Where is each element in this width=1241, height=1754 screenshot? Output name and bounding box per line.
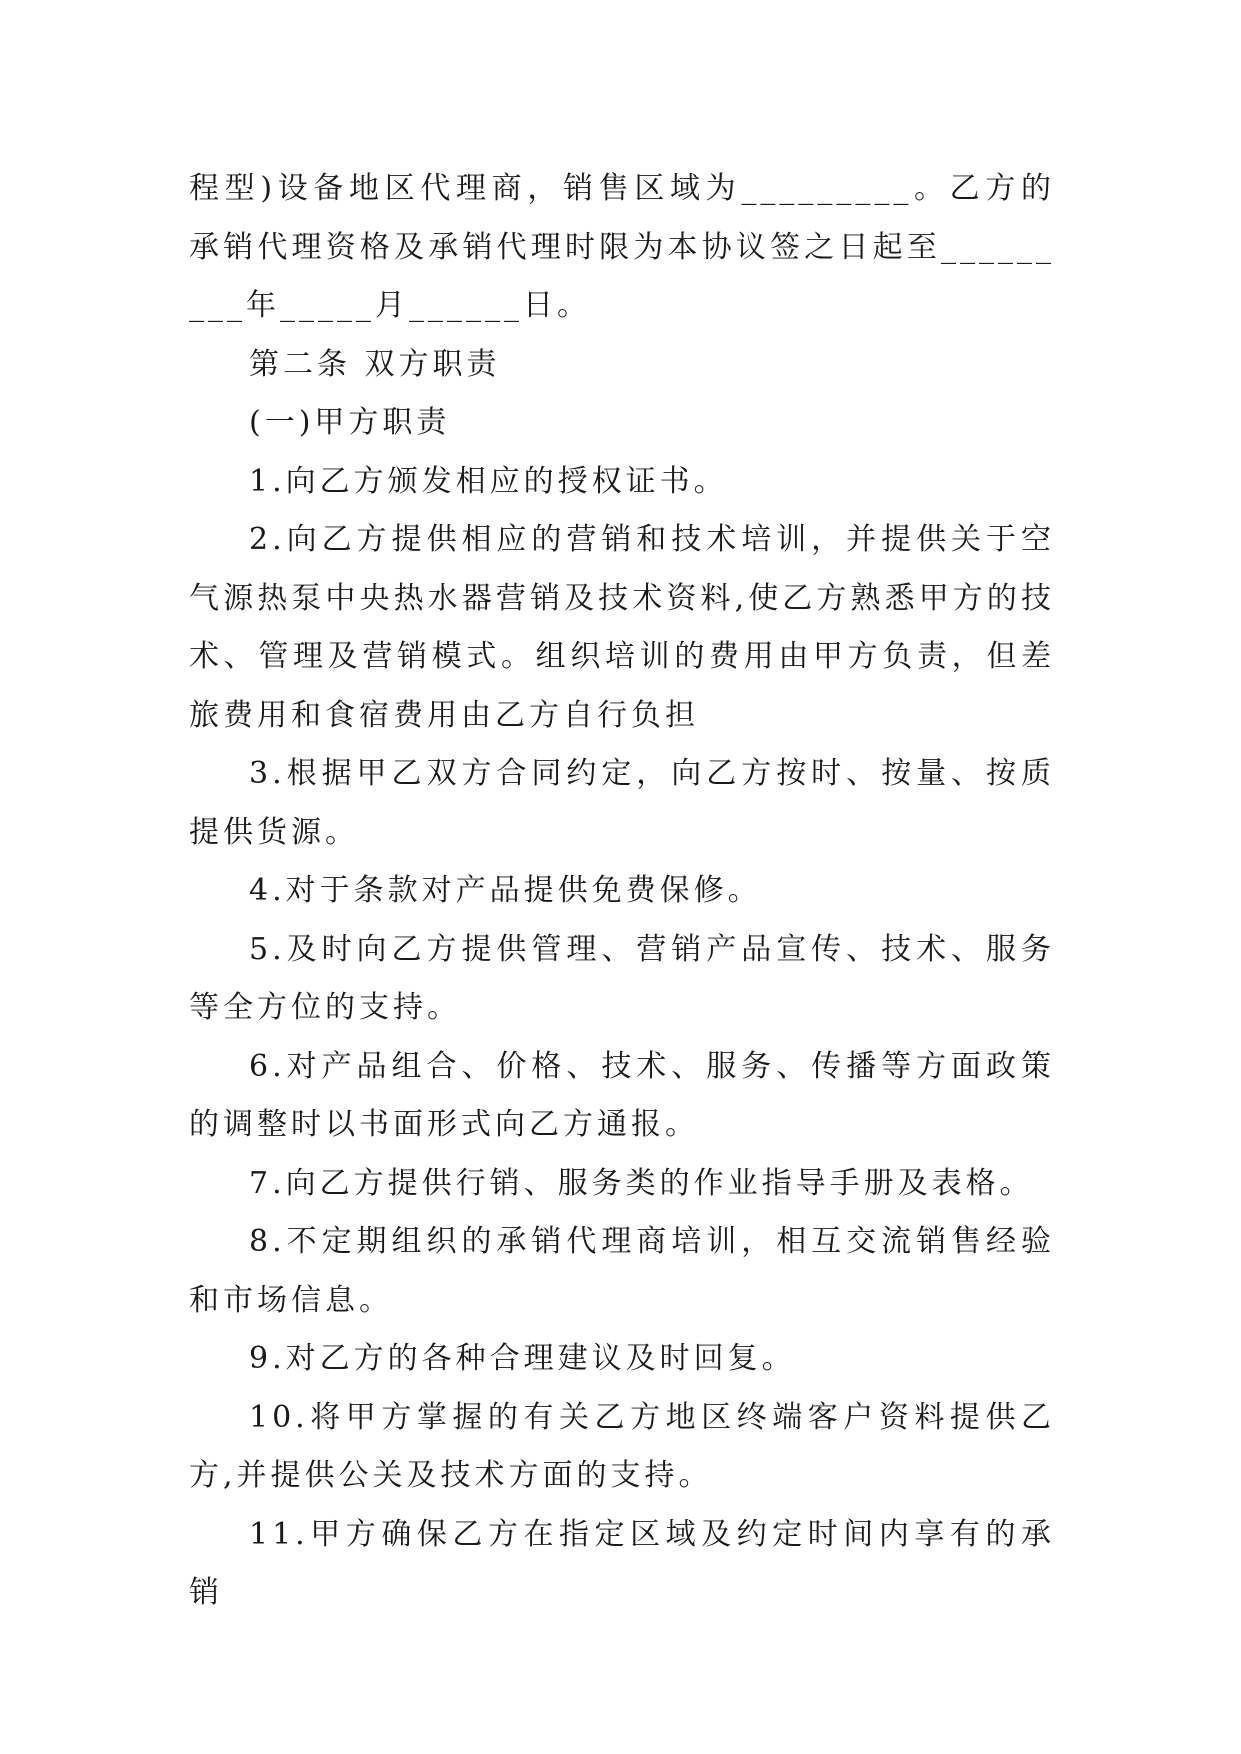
article-heading: 第二条 双方职责 xyxy=(249,346,501,382)
list-item-4: 4.对于条款对产品提供免费保修。 xyxy=(249,873,762,908)
list-item-6: 6.对产品组合、价格、技术、服务、传播等方面政策的调整时以书面形式向乙方通报。 xyxy=(189,1048,1055,1142)
list-item-2: 2.向乙方提供相应的营销和技术培训，并提供关于空气源热泵中央热水器营销及技术资料,使乙方熟悉甲方的技术、管理及营销模式。组织培训的费用由甲方负责，但差旅费用和食宿费用由乙方自行负担 xyxy=(189,522,1055,733)
list-item-5: 5.及时向乙方提供管理、营销产品宣传、技术、服务等全方位的支持。 xyxy=(189,931,1055,1025)
list-item-10: 10.将甲方掌握的有关乙方地区终端客户资料提供乙方,并提供公关及技术方面的支持。 xyxy=(189,1399,1055,1493)
section-heading: (一)甲方职责 xyxy=(249,405,451,440)
list-item-7: 7.向乙方提供行销、服务类的作业指导手册及表格。 xyxy=(249,1165,1034,1201)
list-item-9: 9.对乙方的各种合理建议及时回复。 xyxy=(249,1341,796,1376)
list-item-1: 1.向乙方颁发相应的授权证书。 xyxy=(249,463,728,499)
list-item-3: 3.根据甲乙双方合同约定，向乙方按时、按量、按质提供货源。 xyxy=(189,756,1055,850)
list-item-11: 11.甲方确保乙方在指定区域及约定时间内享有的承销 xyxy=(189,1516,1055,1610)
document-body xyxy=(189,160,1055,1623)
list-item-8: 8.不定期组织的承销代理商培训，相互交流销售经验和市场信息。 xyxy=(189,1224,1055,1318)
paragraph-continued-clause: 程型)设备地区代理商，销售区域为_________。乙方的承销代理资格及承销代理时限为本协议签之日起至_________年_____月______日。 xyxy=(189,171,1055,323)
